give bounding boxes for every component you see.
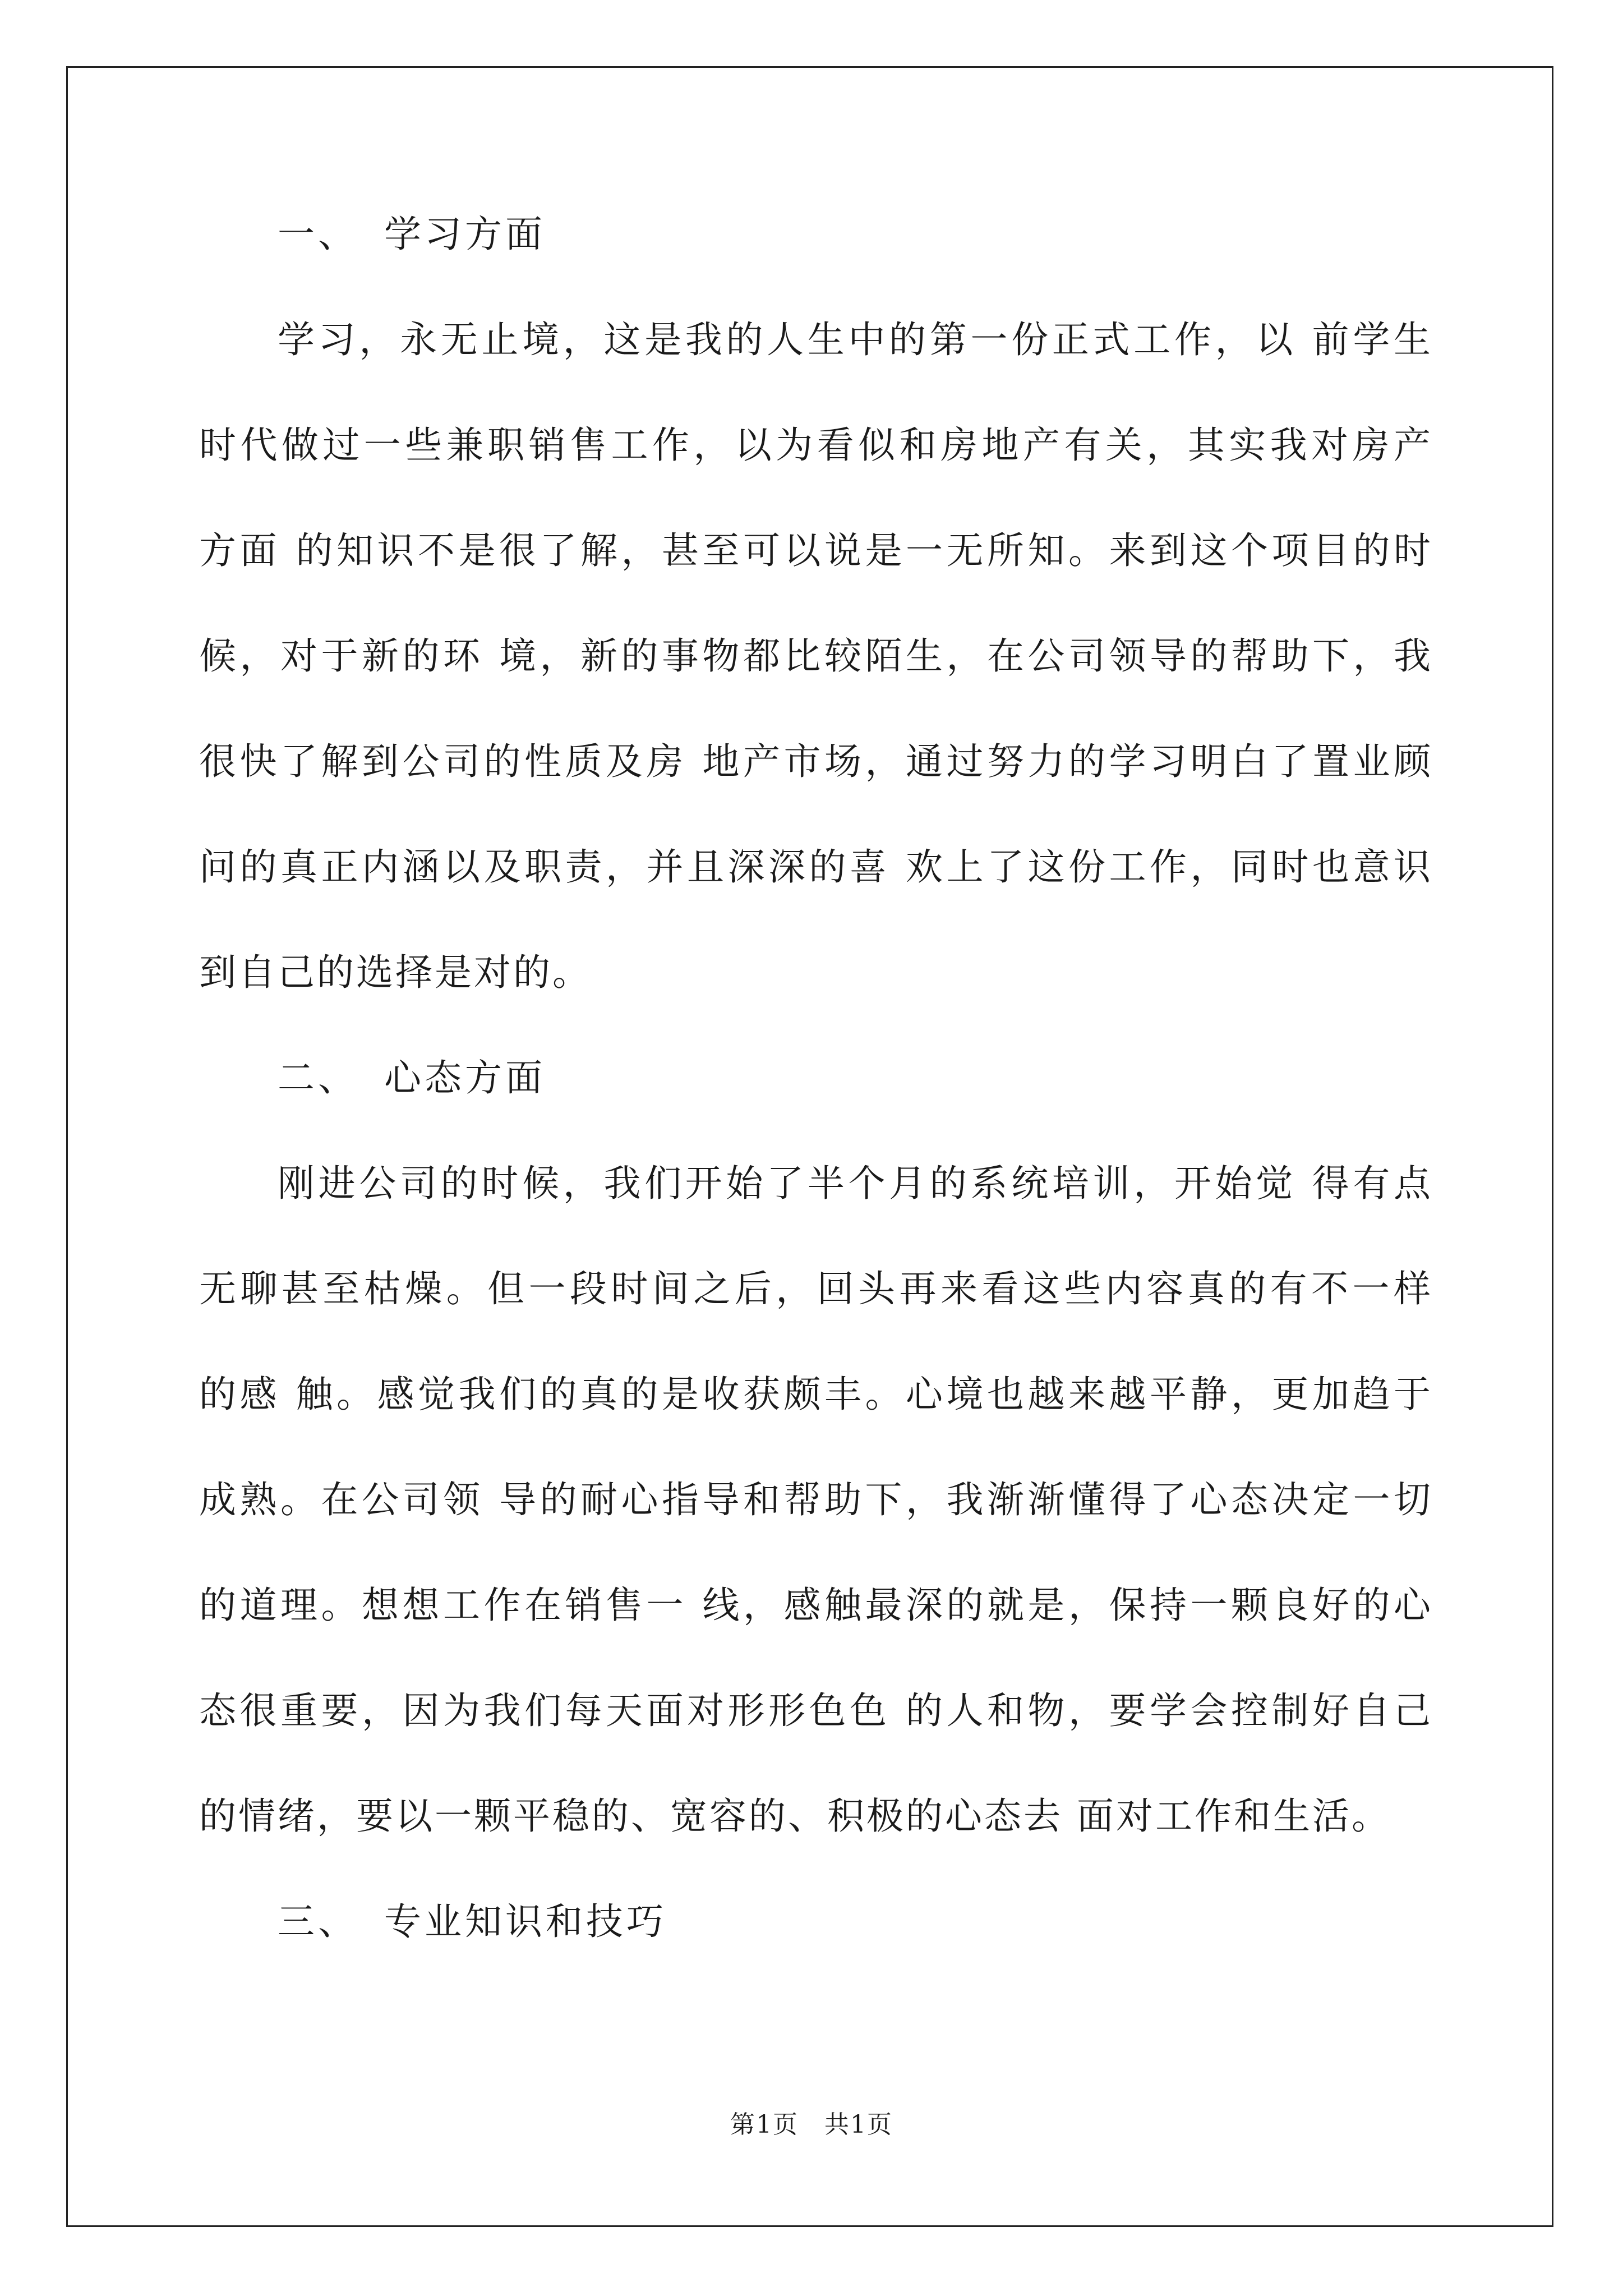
text-line: 刚进公司的时候，我们开始了半个月的系统培训，开始觉 得有点 [278, 1162, 1433, 1205]
document-body [199, 208, 1433, 2000]
section-number: 三、 [278, 1900, 358, 1943]
text-line: 时代做过一些兼职销售工作，以为看似和房地产有关，其实我对房产 [199, 424, 1433, 467]
page-footer: 第1页 共1页 [730, 2110, 893, 2139]
text-line: 到自己的选择是对的。 [199, 951, 592, 994]
text-line: 的情绪，要以一颗平稳的、宽容的、积极的心态去 面对工作和生活。 [199, 1795, 1391, 1838]
paragraph-2 [199, 1157, 1433, 1843]
section-number: 一、 [278, 213, 358, 256]
text-line: 问的真正内涵以及职责，并且深深的喜 欢上了这份工作，同时也意识 [199, 845, 1433, 889]
text-line: 候，对于新的环 境，新的事物都比较陌生，在公司领导的帮助下，我 [199, 634, 1433, 678]
text-line: 态很重要，因为我们每天面对形形色色 的人和物，要学会控制好自己 [199, 1689, 1433, 1732]
text-line: 很快了解到公司的性质及房 地产市场，通过努力的学习明白了置业顾 [199, 740, 1433, 783]
section-title: 心态方面 [384, 1056, 546, 1099]
text-line: 方面 的知识不是很了解，甚至可以说是一无所知。来到这个项目的时 [199, 529, 1433, 572]
section-heading-1 [199, 208, 1433, 261]
section-heading-2 [199, 1051, 1433, 1105]
text-line: 成熟。在公司领 导的耐心指导和帮助下，我渐渐懂得了心态决定一切 [199, 1478, 1433, 1521]
text-line: 学习，永无止境，这是我的人生中的第一份正式工作，以 前学生 [278, 318, 1433, 361]
paragraph-1 [199, 313, 1433, 1000]
section-title: 学习方面 [384, 213, 546, 256]
section-number: 二、 [278, 1056, 358, 1099]
section-heading-3 [199, 1895, 1433, 1949]
text-line: 的感 触。感觉我们的真的是收获颇丰。心境也越来越平静，更加趋于 [199, 1373, 1433, 1416]
section-title: 专业知识和技巧 [384, 1900, 667, 1943]
text-line: 的道理。想想工作在销售一 线，感触最深的就是，保持一颗良好的心 [199, 1584, 1433, 1627]
text-line: 无聊甚至枯燥。但一段时间之后，回头再来看这些内容真的有不一样 [199, 1267, 1433, 1310]
